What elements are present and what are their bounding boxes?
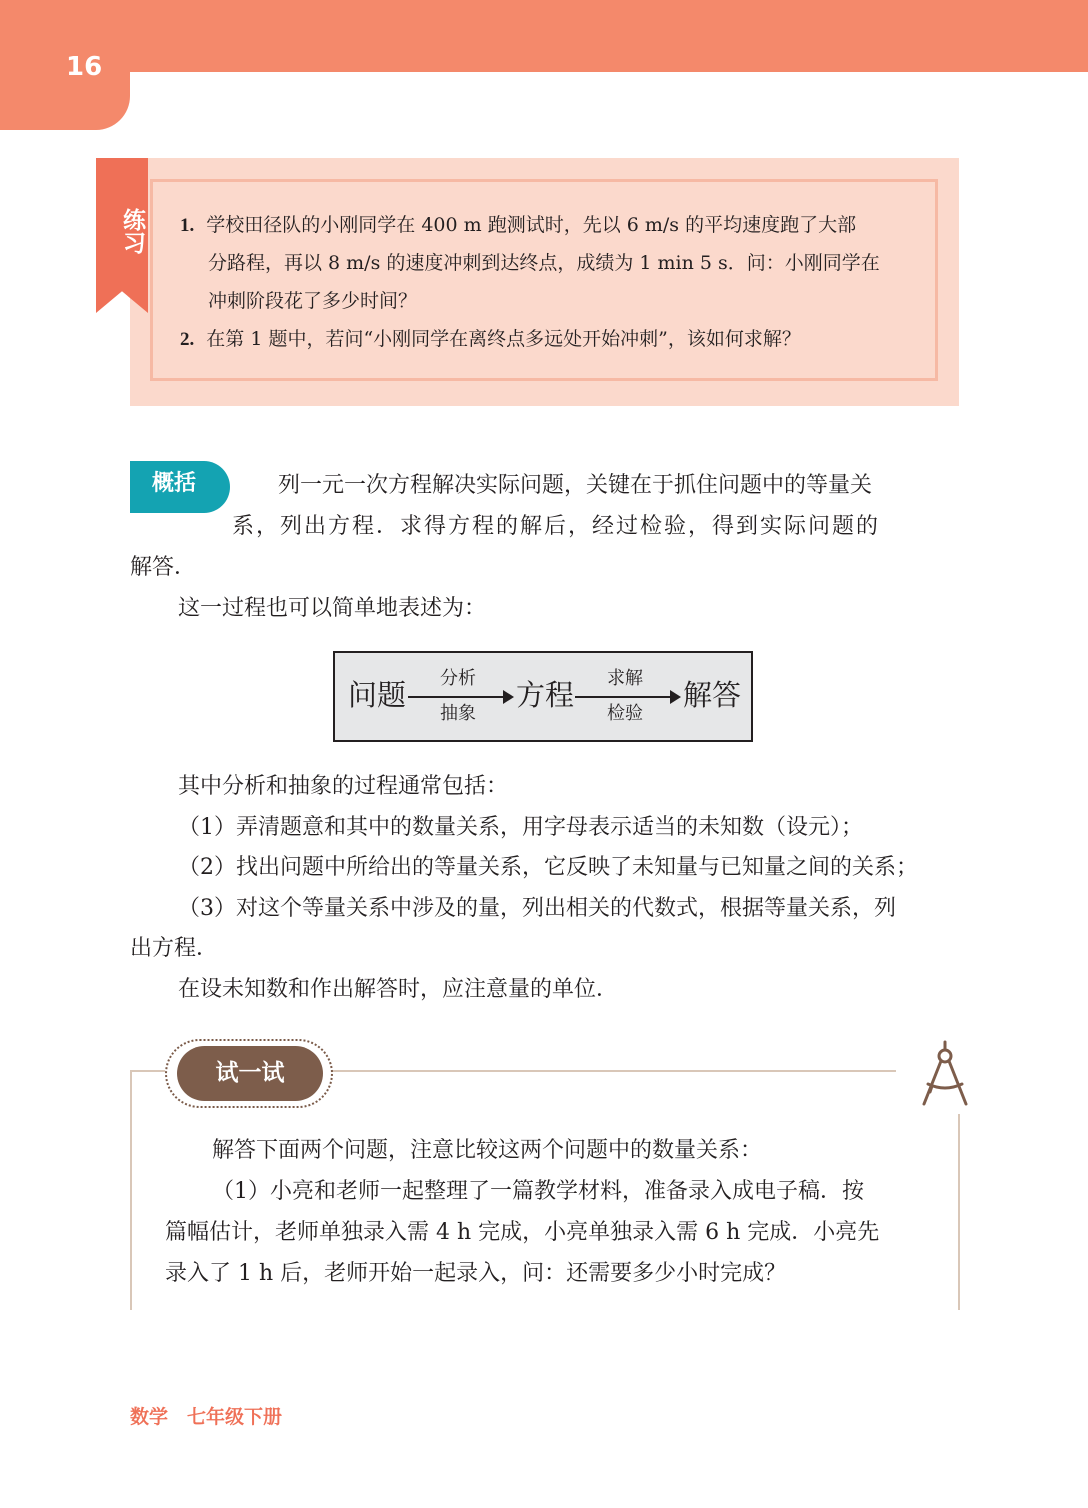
flow-step2-top: 求解: [607, 668, 643, 689]
flow-arrow-1: [408, 696, 512, 698]
exercise-q1-line1: [180, 213, 856, 238]
summary-line4: 这一过程也可以简单地表述为：: [178, 596, 487, 621]
exercise-q2-text1: 在第 1 题中，若问“小刚同学在离终点多远处开始冲刺”，该如何求解？: [206, 328, 801, 350]
process-item3-line1: （3）对这个等量关系中涉及的量，列出相关的代数式，根据等量关系，列: [178, 896, 896, 921]
try-p1-line2: 篇幅估计，老师单独录入需 4 h 完成，小亮单独录入需 6 h 完成．小亮先: [165, 1220, 880, 1245]
flow-step1-bottom: 抽象: [440, 703, 476, 724]
page-tab: [0, 0, 130, 130]
exercise-q2-number: 2.: [180, 329, 195, 350]
flow-answer: 解答: [683, 678, 742, 712]
flow-problem: 问题: [348, 678, 407, 712]
try-label: 试一试: [177, 1046, 323, 1101]
summary-line3: 解答．: [130, 555, 197, 580]
flow-arrow-2: [575, 696, 679, 698]
summary-line2: 系，列出方程．求得方程的解后，经过检验，得到实际问题的: [232, 514, 881, 539]
compass-icon: [918, 1040, 972, 1110]
footer-book-title: 数学 七年级下册: [130, 1406, 283, 1428]
summary-line1: 列一元一次方程解决实际问题，关键在于抓住问题中的等量关: [278, 473, 873, 498]
exercise-q1-line3: 冲刺阶段花了多少时间？: [208, 290, 418, 312]
try-p1-line3: 录入了 1 h 后，老师开始一起录入，问：还需要多少小时完成？: [165, 1261, 787, 1286]
exercise-q1-number: 1.: [180, 215, 195, 236]
flow-step2-bottom: 检验: [607, 703, 643, 724]
summary-label: 概括: [130, 461, 230, 513]
exercise-q1-text1: 学校田径队的小刚同学在 400 m 跑测试时，先以 6 m/s 的平均速度跑了大部: [206, 214, 857, 236]
exercise-q1-line2: 分路程，再以 8 m/s 的速度冲刺到达终点，成绩为 1 min 5 s．问：小刚同学在: [208, 252, 880, 274]
exercise-q2-line1: [180, 327, 801, 352]
process-intro: 其中分析和抽象的过程通常包括：: [178, 774, 509, 799]
process-item1: （1）弄清题意和其中的数量关系，用字母表示适当的未知数（设元）；: [178, 815, 863, 840]
process-item3-line2: 出方程．: [130, 936, 219, 961]
process-note: 在设未知数和作出解答时，应注意量的单位．: [178, 977, 619, 1002]
header-bar: [0, 0, 1088, 72]
try-p1-line1: （1）小亮和老师一起整理了一篇教学材料，准备录入成电子稿．按: [212, 1179, 864, 1204]
process-item2: （2）找出问题中所给出的等量关系，它反映了未知量与已知量之间的关系；: [178, 855, 918, 880]
page-number: 16: [66, 52, 103, 82]
try-intro: 解答下面两个问题，注意比较这两个问题中的数量关系：: [212, 1138, 763, 1163]
flow-step1-top: 分析: [440, 668, 476, 689]
exercise-label: 练习: [119, 208, 145, 254]
flow-equation: 方程: [516, 678, 575, 712]
